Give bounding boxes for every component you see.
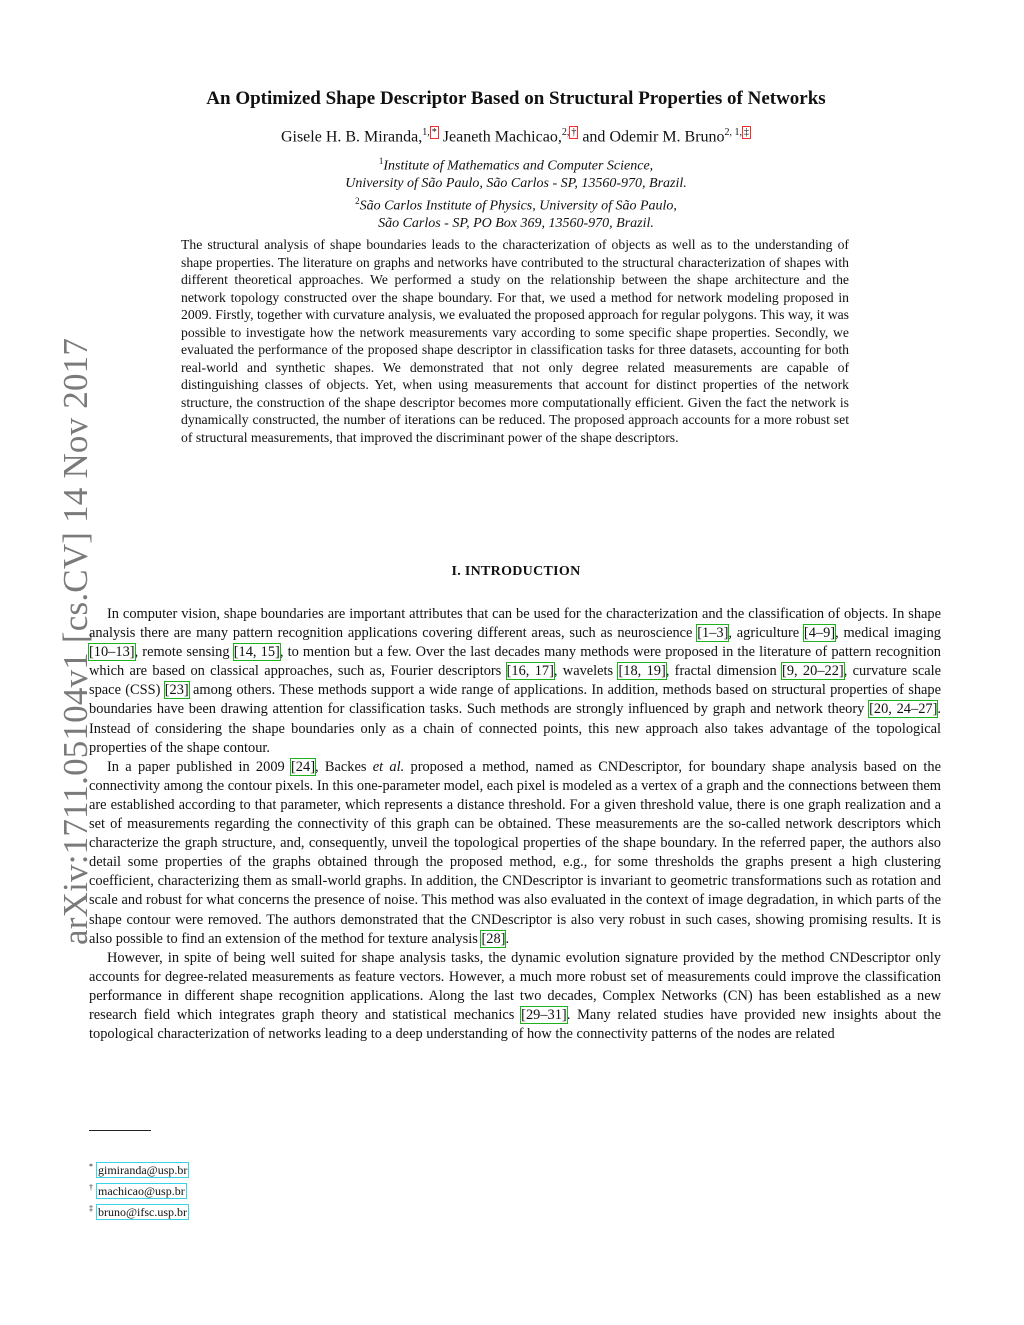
email-link[interactable]: bruno@ifsc.usp.br <box>98 1205 188 1219</box>
section-heading: I. INTRODUCTION <box>451 564 581 579</box>
citation-link[interactable]: [29–31] <box>521 1006 567 1023</box>
paragraph: However, in spite of being well suited for shape analysis tasks, the dynamic evolution signature provided by the method CNDescriptor only accounts for degree-related measurements as feature vectors. However, a much more robust set of measurements could improve the classification performance in different shape recognition applications. Along the last two decades, Complex Networks (CN) has been established as a new research field which integrates graph theory and statistical mechanics [29–31]. Many related studies have provided new insights about the topological characterization of networks leading to a deep understanding of how the connectivity patterns of the nodes are related <box>89 949 941 1043</box>
arxiv-id: arXiv:1711.05104v1 [cs.CV] 14 Nov 2017 <box>56 337 95 945</box>
affiliation-line: $^1$Institute of Mathematics and Computer Science, <box>378 156 654 174</box>
citation-link[interactable]: [14, 15] <box>233 644 280 661</box>
body-text <box>89 605 941 1044</box>
author-affil-sup: 2, <box>561 127 570 138</box>
author-name: Odemir M. Bruno <box>609 128 725 146</box>
footnote: ‡ bruno@ifsc.usp.br <box>89 1204 188 1219</box>
footnote-rule <box>89 1130 151 1131</box>
email-link[interactable]: gimiranda@usp.br <box>98 1163 188 1177</box>
author-separator: and <box>582 128 606 146</box>
citation-link[interactable]: [10–13] <box>89 644 135 661</box>
author-name: Gisele H. B. Miranda, <box>280 128 423 146</box>
citation-link[interactable]: [20, 24–27] <box>869 701 938 718</box>
citation-link[interactable]: [16, 17] <box>506 663 554 680</box>
author-affil-sup: 1, <box>422 127 430 138</box>
affiliation-line: São Carlos - SP, PO Box 369, 13560-970, Brazil. <box>378 216 654 232</box>
author-list <box>90 127 942 146</box>
citation-link[interactable]: [28] <box>481 930 506 947</box>
citation-link[interactable]: [18, 19] <box>618 663 666 680</box>
affiliations <box>90 153 942 233</box>
footnote: * gimiranda@usp.br <box>89 1162 188 1177</box>
footnote-link[interactable]: * <box>431 127 437 138</box>
citation-link[interactable]: [1–3] <box>697 625 729 642</box>
paper-title: An Optimized Shape Descriptor Based on Structural Properties of Networks <box>206 88 826 109</box>
author-name: Jeaneth Machicao, <box>442 128 562 146</box>
affiliation-line: University of São Paulo, São Carlos - SP, 13560-970, Brazil. <box>345 176 687 192</box>
citation-link[interactable]: [23] <box>164 682 189 699</box>
paragraph: In a paper published in 2009 [24], Backes et al. proposed a method, named as CNDescriptor, for boundary shape analysis based on the connectivity among the contour pixels. In this one-parameter model, each pixel is modeled as a vertex of a graph and the connections between them are established according to that parameter, which represents a distance threshold. For a given threshold value, there is one graph realization and a set of measurements regarding the connectivity of this graph can be obtained. These measurements are the so-called network descriptors which characterize the graph structure, and, consequently, unveil the topological properties of the shape boundary. In the referred paper, the authors also detail some properties of the graphs obtained through the proposed method, e.g., for some thresholds the graphs present a high clustering coefficient, characterizing them as small-world graphs. In addition, the CNDescriptor is invariant to geometric transformations such as rotation and scale and robust for what concerns the presence of noise. This method was also evaluated in the context of image degradation, in which parts of the shape contour were removed. The authors demonstrated that the CNDescriptor is also very robust in such cases, showing promising results. It is also possible to find an extension of the method for texture analysis [28]. <box>89 758 941 947</box>
email-link[interactable]: machicao@usp.br <box>98 1184 185 1198</box>
citation-link[interactable]: [24] <box>291 758 315 775</box>
author-affil-sup: 2, 1, <box>724 127 743 138</box>
footnotes <box>89 1158 189 1221</box>
arxiv-watermark <box>12 337 95 945</box>
affiliation-line: $^2$São Carlos Institute of Physics, University of São Paulo, <box>355 195 677 214</box>
footnote-link[interactable]: † <box>571 127 577 138</box>
footnote: † machicao@usp.br <box>89 1183 185 1198</box>
paragraph: In computer vision, shape boundaries are important attributes that can be used for the characterization and the classification of objects. In shape analysis there are many pattern recognition applications covering different areas, such as neuroscience [1–3], agriculture [4–9], medical imaging [10–13], remote sensing [14, 15], to mention but a few. Over the last decades many methods were proposed in the literature of pattern recognition which are based on classical approaches, such as, Fourier descriptors [16, 17], wavelets [18, 19], fractal dimension [9, 20–22], curvature scale space (CSS) [23] among others. These methods support a wide range of applications. In addition, methods based on structural properties of shape boundaries have been drawing attention for classification tasks. Such methods are strongly influenced by graph and network theory [20, 24–27]. Instead of considering the shape boundaries only as a chain of connected points, this new approach also takes advantage of the topological properties of the shape contour. <box>89 606 942 756</box>
footnote-link[interactable]: ‡ <box>744 127 750 138</box>
abstract: The structural analysis of shape boundaries leads to the characterization of objects as well as to the understanding of shape properties. The literature on graphs and networks have contributed to the structural characterization of shapes with different theoretical approaches. We performed a study on the relationship between the shape architecture and the network topology constructed over the shape boundary. For that, we used a method for network modeling proposed in 2009. Firstly, together with curvature analysis, we evaluated the proposed approach for regular polygons. This way, it was possible to investigate how the network measurements vary according to some specific shape properties. Secondly, we evaluated the performance of the proposed shape descriptor in classification tasks for three datasets, accounting for both real-world and synthetic shapes. We demonstrated that not only degree related measurements are capable of distinguishing classes of objects. Yet, when using measurements that account for distinct properties of the network structure, the construction of the shape descriptor becomes more computationally efficient. Given the fact the network is dynamically constructed, the number of iterations can be reduced. The proposed approach accounts for a more robust set of structural measurements, that improved the discriminant power of the shape descriptors. <box>181 237 849 445</box>
citation-link[interactable]: [4–9] <box>803 625 836 642</box>
citation-link[interactable]: [9, 20–22] <box>782 663 844 680</box>
